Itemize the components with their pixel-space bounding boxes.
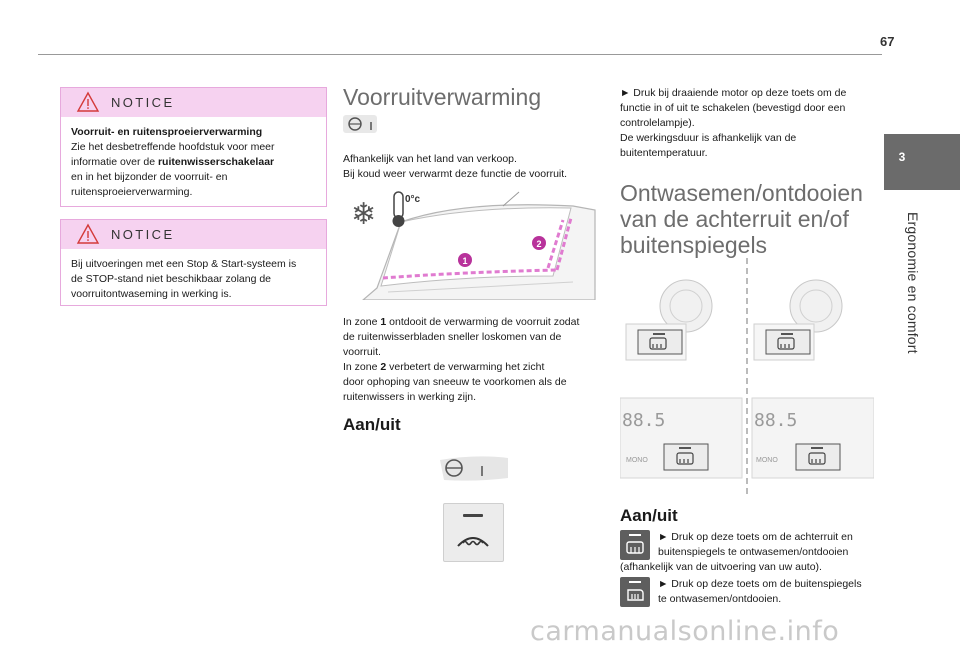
windshield-defrost-icon	[456, 526, 490, 552]
body-text: Bij koud weer verwarmt deze functie de voorruit.	[343, 168, 568, 180]
zone-marker-2: 2	[536, 239, 542, 249]
body-text: de ruitenwisserbladen sneller loskomen van de	[343, 331, 562, 343]
header-rule	[38, 54, 882, 55]
warning-icon	[76, 223, 100, 245]
body-text: De werkingsduur is afhankelijk van de	[620, 132, 797, 144]
body-text: controlelampje).	[620, 117, 695, 129]
snowflake-icon: ❄	[351, 197, 377, 232]
notice-text: voorruitontwaseming in werking is.	[71, 288, 232, 300]
section-title: Voorruitverwarming	[343, 84, 542, 110]
body-text: Afhankelijk van het land van verkoop.	[343, 153, 517, 165]
notice-header	[61, 220, 326, 249]
body-text: functie in of uit te schakelen (bevestigd door een	[620, 102, 846, 114]
body-text: buitenspiegels te ontwasemen/ontdooien	[658, 546, 849, 558]
body-text: voorruit.	[343, 346, 381, 358]
body-text: In zone	[343, 361, 381, 373]
zone-number: 2	[380, 361, 387, 373]
mono-label: MONO	[626, 457, 648, 464]
section-title-line: buitenspiegels	[620, 232, 768, 258]
subsection-title: Aan/uit	[343, 415, 401, 434]
zone-number: 1	[380, 316, 387, 328]
notice-text: de STOP-stand niet beschikbaar zolang de	[71, 273, 272, 285]
notice-text: en in het bijzonder de voorruit- en	[71, 171, 228, 183]
notice-emphasis: ruitenwisserschakelaar	[157, 156, 275, 168]
notice-text: Zie het desbetreffende hoofdstuk voor meer	[71, 141, 275, 153]
notice-text: ruitensproeierverwarming.	[71, 186, 193, 198]
body-text: ► Druk op deze toets om de achterruit en	[658, 531, 853, 543]
body-text: In zone	[343, 316, 381, 328]
mirror-defrost-icon	[626, 587, 644, 603]
body-text: verbetert de verwarming het zicht	[386, 361, 545, 373]
windshield-heating-button[interactable]	[443, 503, 504, 562]
steering-wheel-thermometer-icon	[436, 452, 510, 486]
warning-icon	[76, 91, 100, 113]
body-text: ► Druk op deze toets om de buitenspiegels	[658, 578, 862, 590]
mono-label: MONO	[756, 457, 778, 464]
body-text: te ontwasemen/ontdooien.	[658, 593, 782, 605]
zone-marker-1: 1	[462, 256, 468, 266]
chapter-title: Ergonomie en comfort	[905, 212, 921, 354]
temperature-label: 0°c	[405, 194, 421, 205]
thermometer-icon	[393, 215, 405, 227]
notice-box	[60, 219, 327, 306]
watermark: carmanualsonline.info	[530, 616, 840, 647]
notice-text: informatie over de	[71, 156, 158, 168]
notice-heading: Voorruit- en ruitensproeierverwarming	[71, 126, 263, 138]
body-text: ruitenwissers in werking zijn.	[343, 391, 477, 403]
notice-title: NOTICE	[111, 227, 175, 242]
rear-defrost-console-illustration	[620, 258, 874, 498]
steering-wheel-thermometer-icon	[343, 113, 377, 135]
temperature-display: 88.5	[754, 410, 798, 431]
indicator-led	[463, 514, 483, 517]
subsection-title: Aan/uit	[620, 506, 678, 525]
temperature-display: 88.5	[622, 410, 666, 431]
body-text: door ophoping van sneeuw te voorkomen als de	[343, 376, 567, 388]
body-text: buitentemperatuur.	[620, 147, 708, 159]
chapter-number: 3	[898, 150, 906, 164]
mirror-defrost-button[interactable]	[620, 577, 650, 607]
body-text: ontdooit de verwarming de voorruit zodat	[386, 316, 580, 328]
windshield-illustration	[343, 188, 598, 300]
page-number: 67	[880, 34, 895, 49]
notice-text: Bij uitvoeringen met een Stop & Start-systeem is	[71, 258, 297, 270]
notice-title: NOTICE	[111, 95, 175, 110]
notice-box	[60, 87, 327, 207]
body-text: ► Druk bij draaiende motor op deze toets om de	[620, 87, 847, 99]
section-title	[620, 180, 863, 258]
notice-header	[61, 88, 326, 117]
section-title-line: van de achterruit en/of	[620, 206, 849, 232]
section-title-line: Ontwasemen/ontdooien	[620, 180, 863, 206]
body-text: (afhankelijk van de uitvoering van uw auto).	[620, 561, 822, 573]
